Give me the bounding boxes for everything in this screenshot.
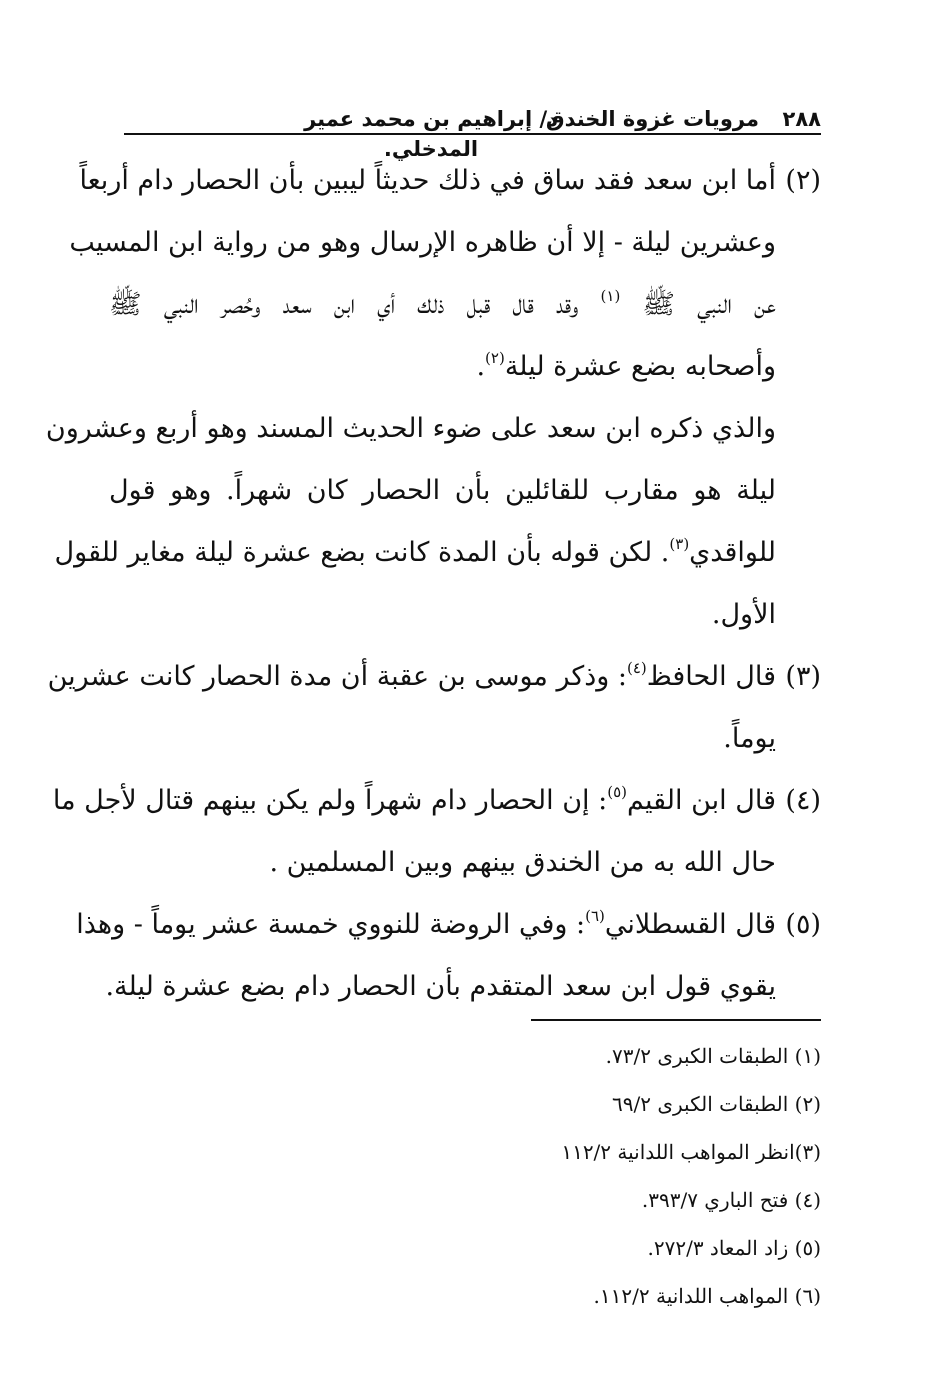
page-number: ٢٨٨ <box>782 107 821 131</box>
text-segment: للواقدي <box>689 537 776 568</box>
text-segment: . <box>476 351 486 382</box>
footnotes <box>421 1036 821 1324</box>
book-title: مرويات غزوة الخندق <box>545 107 759 131</box>
text-segment: قال الحافظ <box>646 661 776 692</box>
footnote-ref: (٦) <box>585 907 605 925</box>
text-line <box>76 894 776 956</box>
text-line <box>52 770 776 832</box>
text-line: يوماً. <box>723 723 776 754</box>
text-segment: عن النبي ﷺ <box>642 289 776 320</box>
text-line <box>109 274 776 336</box>
footnote-ref: (١) <box>600 287 621 305</box>
text-segment: قال ابن القيم <box>627 785 776 816</box>
footnote: (٥) زاد المعاد ٢٧٢/٣. <box>647 1236 821 1260</box>
paragraph-number: (٢) <box>785 165 821 196</box>
text-line: الأول. <box>711 599 776 630</box>
footnote: (٦) المواهب اللدانية ١١٢/٢. <box>593 1284 821 1308</box>
text-line: وعشرين ليلة - إلا أن ظاهره الإرسال وهو من رواية ابن المسيب <box>69 227 776 258</box>
numbered-paragraph <box>52 770 821 894</box>
numbered-paragraph <box>69 150 821 398</box>
footnote-ref: (٥) <box>607 783 627 801</box>
text-line: حال الله به من الخندق بينهم وبين المسلمين . <box>269 847 776 878</box>
footnote-ref: (٤) <box>626 659 647 677</box>
numbered-paragraph <box>76 894 821 1018</box>
footnote: (٣)انظر المواهب اللدانية ١١٢/٢ <box>561 1140 821 1164</box>
paragraph-number: (٤) <box>785 785 821 816</box>
footnote: (١) الطبقات الكبرى ٧٣/٢. <box>605 1044 821 1068</box>
paragraph-number: (٥) <box>785 909 821 940</box>
author-name: د/ إبراهيم بن محمد عمير المدخلي. <box>304 107 558 161</box>
text-line: ليلة هو مقارب للقائلين بأن الحصار كان شهراً. وهو قول <box>109 475 776 506</box>
footnote-ref: (٣) <box>669 535 690 553</box>
text-line <box>54 522 776 584</box>
text-segment: : إن الحصار دام شهراً ولم يكن بينهم قتال لأجل ما <box>52 785 608 816</box>
text-line: والذي ذكره ابن سعد على ضوء الحديث المسند وهو أربع وعشرون <box>45 413 776 444</box>
paragraph <box>45 398 776 646</box>
footnote: (٤) فتح الباري ٣٩٣/٧. <box>641 1188 821 1212</box>
footnote-ref: (٢) <box>485 349 505 367</box>
main-text <box>45 150 821 1018</box>
footnote-divider <box>531 1019 821 1021</box>
text-segment: قال القسطلاني <box>604 909 776 940</box>
footnote: (٢) الطبقات الكبرى ٦٩/٢ <box>612 1092 821 1116</box>
numbered-paragraph <box>47 646 821 770</box>
text-line: يقوي قول ابن سعد المتقدم بأن الحصار دام بضع عشرة ليلة. <box>105 971 776 1002</box>
text-segment: وقد قال قبل ذلك أي ابن سعد وحُصر النبي ﷺ <box>109 289 579 320</box>
paragraph-number: (٣) <box>785 661 821 692</box>
text-line <box>109 336 776 398</box>
text-line: أما ابن سعد فقد ساق في ذلك حديثاً ليبين بأن الحصار دام أربعاً <box>79 165 776 196</box>
text-segment: : وفي الروضة للنووي خمسة عشر يوماً - وهذا <box>76 909 586 940</box>
text-segment: : وذكر موسى بن عقبة أن مدة الحصار كانت عشرين <box>47 661 627 692</box>
text-line <box>47 646 776 708</box>
page-header <box>126 104 821 161</box>
text-segment: . لكن قوله بأن المدة كانت بضع عشرة ليلة مغاير للقول <box>54 537 670 568</box>
text-segment: وأصحابه بضع عشرة ليلة <box>504 351 776 382</box>
header-divider <box>124 133 821 135</box>
